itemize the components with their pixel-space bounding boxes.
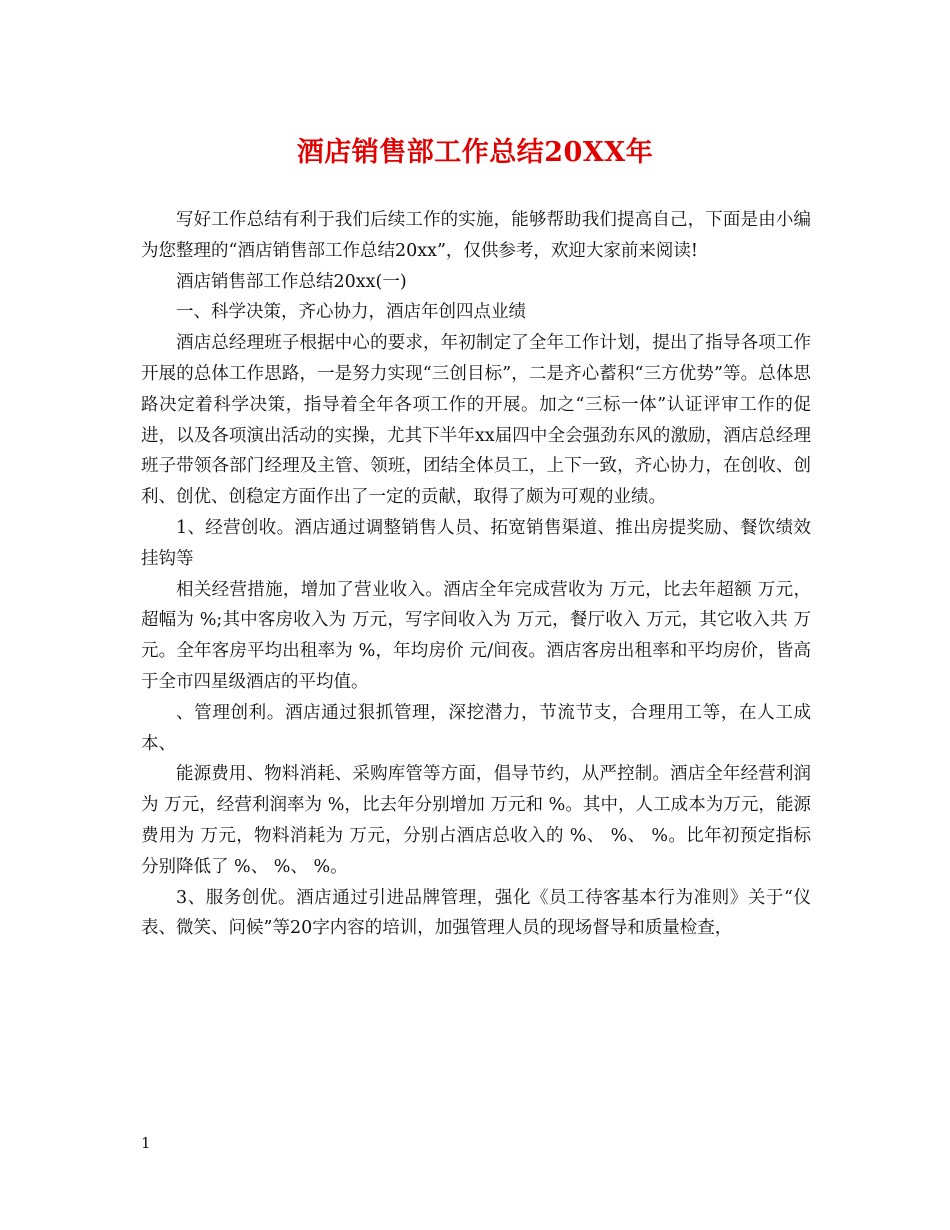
paragraph-item-3: 3、服务创优。酒店通过引进品牌管理，强化《员工待客基本行为准则》关于“仪表、微笑、问候”等20字内容的培训，加强管理人员的现场督导和质量检查， — [141, 887, 811, 939]
page-number: 1 — [141, 1134, 151, 1152]
paragraph-subtitle: 酒店销售部工作总结20xx(一) — [176, 271, 407, 292]
paragraph-item-1: 1、经营创收。酒店通过调整销售人员、拓宽销售渠道、推出房提奖励、餐饮绩效挂钩等 — [141, 517, 811, 569]
paragraph-revenue: 相关经营措施，增加了营业收入。酒店全年完成营收为 万元，比去年超额 万元，超幅为 %;其中客房收入为 万元，写字间收入为 万元，餐厅收入 万元，其它收入共 万元。全年客房平均出租率为 %，年均房价 元/间夜。酒店客房出租率和平均房价，皆高于全市四星级酒店的平均值。 — [141, 579, 811, 692]
paragraph-cost: 能源费用、物料消耗、采购库管等方面，倡导节约，从严控制。酒店全年经营利润为 万元，经营利润率为 %，比去年分别增加 万元和 %。其中，人工成本为万元，能源费用为 万元，物料消耗为 万元，分别占酒店总收入的 %、 %、 %。比年初预定指标分别降低了 %、 %、 %。 — [141, 764, 811, 877]
paragraph-item-2: 、管理创利。酒店通过狠抓管理，深挖潜力，节流节支，合理用工等，在人工成本、 — [141, 702, 811, 754]
document-body — [141, 205, 811, 944]
paragraph-section-heading: 一、科学决策，齐心协力，酒店年创四点业绩 — [176, 302, 526, 323]
document-title: 酒店销售部工作总结20XX年 — [296, 137, 654, 168]
paragraph-intro: 写好工作总结有利于我们后续工作的实施，能够帮助我们提高自己，下面是由小编为您整理的“酒店销售部工作总结20xx”，仅供参考，欢迎大家前来阅读! — [141, 210, 811, 261]
paragraph-overview: 酒店总经理班子根据中心的要求，年初制定了全年工作计划，提出了指导各项工作开展的总体工作思路，一是努力实现“三创目标”，二是齐心蓄积“三方优势”等。总体思路决定着科学决策，指导着全年各项工作的开展。加之“三标一体”认证评审工作的促进，以及各项演出活动的实操，尤其下半年xx届四中全会强劲东风的激励，酒店总经理班子带领各部门经理及主管、领班，团结全体员工，上下一致，齐心协力，在创收、创利、创优、创稳定方面作出了一定的贡献，取得了颇为可观的业绩。 — [141, 333, 811, 508]
